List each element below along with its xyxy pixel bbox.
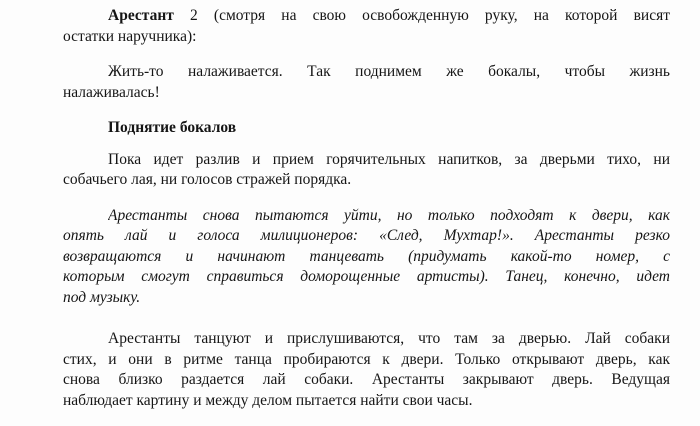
text-run: собачьего лая, ни голосов стражей порядка.	[63, 171, 352, 188]
text-line	[108, 62, 670, 83]
text-line	[63, 391, 670, 412]
text-run: наблюдает картину и между делом пытается найти свои часы.	[63, 391, 473, 409]
character-name-text: Поднятие бокалов	[108, 119, 237, 136]
text-line	[63, 170, 670, 191]
dialogue-attribution-paragraph	[63, 6, 670, 47]
text-line	[63, 27, 670, 48]
text-run: под музыку.	[63, 288, 141, 306]
stage-direction-paragraph	[63, 206, 670, 309]
text-run: стих, и они в ритме танца пробираются к двери. Только открывают дверь, как	[63, 350, 670, 368]
text-run: которым смогут справиться доморощенные артисты). Танец, конечно, идет	[63, 268, 670, 285]
text-line	[108, 329, 670, 350]
text-line	[63, 83, 670, 104]
text-line	[63, 267, 670, 288]
text-line	[108, 118, 670, 139]
dialogue-paragraph	[63, 62, 670, 103]
document-body	[63, 6, 670, 411]
text-run: 2 (смотря на свою освобожденную руку, на которой висят	[173, 7, 670, 24]
text-run: снова близко раздается лай собаки. Арестанты закрывают дверь. Ведущая	[63, 371, 670, 388]
text-line	[63, 288, 670, 309]
text-run: опять лай и голоса милиционеров: «След, Мухтар!». Арестанты резко	[63, 227, 670, 244]
character-name-text: Арестант	[108, 7, 174, 24]
text-run: остатки наручника):	[63, 27, 197, 45]
text-run: Арестанты танцуют и прислушиваются, что там за дверью. Лай собаки	[108, 330, 670, 347]
text-line	[63, 226, 670, 247]
text-line	[63, 370, 670, 391]
scene-heading	[63, 118, 670, 139]
text-line	[108, 6, 670, 27]
text-run: возвращаются и начинают танцевать (придумать какой-то номер, с	[63, 247, 670, 265]
text-run: Жить-то налаживается. Так поднимем же бокалы, чтобы жизнь	[108, 63, 670, 80]
text-run: Арестанты снова пытаются уйти, но только подходят к двери, как	[108, 206, 670, 224]
text-run: налаживалась!	[63, 83, 160, 101]
text-line	[108, 150, 670, 171]
text-line	[108, 206, 670, 227]
narration-paragraph	[63, 150, 670, 191]
text-line	[63, 350, 670, 371]
text-line	[63, 247, 670, 268]
text-run: Пока идет разлив и прием горячительных напитков, за дверьми тихо, ни	[108, 150, 670, 168]
narration-paragraph	[63, 329, 670, 411]
